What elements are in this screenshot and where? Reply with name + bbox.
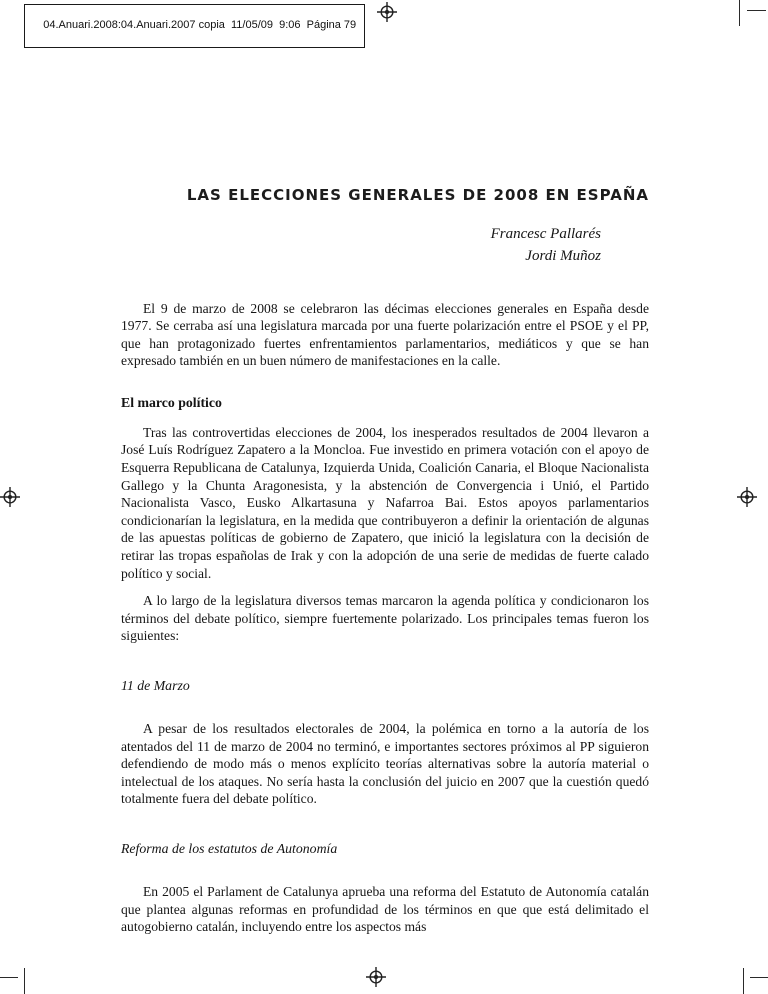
registration-mark-icon [377, 2, 397, 22]
paragraph-marco-1: Tras las controvertidas elecciones de 2004, los inesperados resultados de 2004 llevaron a José Luís Rodríguez Zapatero a la Moncloa. Fue investido en primera votación con el apoyo de Esquerra Republicana de Catalunya, Izquierda Unida, Coalición Canaria, el Bloque Nacionalista Gallego y la Chunta Aragonesista, y la abstención de Convergencia i Unió, el Partido Nacionalista Vasco, Eusko Alkartasuna y Nafarroa Bai. Estos apoyos parlamentarios condicionarían la legislatura, en la medida que contribuyeron a definir la orientación de algunas de las apuestas políticas de gobierno de Zapatero, que inició la legislatura con la decisión de retirar las tropas españolas de Irak y con la adopción de una serie de medidas de fuerte calado político y social. [121, 424, 649, 581]
article-title: LAS ELECCIONES GENERALES DE 2008 EN ESPAÑA [186, 186, 649, 204]
crop-mark [747, 10, 766, 11]
crop-mark [0, 977, 18, 978]
subheading-11-de-marzo: 11 de Marzo [121, 678, 190, 693]
registration-mark-icon [737, 487, 757, 507]
paragraph-reforma: En 2005 el Parlament de Catalunya aprueba una reforma del Estatuto de Autonomía catalán que plantea algunas reformas en profundidad de los términos en que que está delimitado el autogobierno catalán, incluyendo entre los aspectos más [121, 883, 649, 935]
crop-mark [739, 0, 740, 26]
registration-mark-icon [366, 967, 386, 987]
crop-mark [750, 977, 768, 978]
crop-mark [743, 968, 744, 994]
subheading-reforma-estatutos: Reforma de los estatutos de Autonomía [121, 840, 338, 856]
print-slug-box [24, 4, 365, 48]
author-block [121, 224, 649, 268]
author-name: Jordi Muñoz [525, 247, 601, 264]
article-column [121, 186, 649, 936]
paragraph-marco-2: A lo largo de la legislatura diversos temas marcaron la agenda política y condicionaron los términos del debate político, siempre fuertemente polarizado. Los principales temas fueron los siguientes: [121, 593, 649, 644]
author-name: Francesc Pallarés [490, 226, 601, 242]
paragraph-intro: El 9 de marzo de 2008 se celebraron las décimas elecciones generales en España desde 1977. Se cerraba así una legislatura marcada por una fuerte polarización entre el PSOE y el PP, que han protagonizado fuertes enfrentamientos parlamentarios, mediáticos y que se han expresado también en un buen número de manifestaciones en la calle. [121, 300, 649, 369]
print-slug-text: 04.Anuari.2008:04.Anuari.2007 copia 11/05/09 9:06 Página 79 [43, 19, 357, 31]
section-heading-marco-politico: El marco político [121, 394, 222, 410]
paragraph-11-de-marzo: A pesar de los resultados electorales de 2004, la polémica en torno a la autoría de los atentados del 11 de marzo de 2004 no terminó, e importantes sectores próximos al PP siguieron defendiendo de modo más o menos explícito teorías alternativas sobre la autoría material o intelectual de los ataques. No sería hasta la conclusión del juicio en 2007 que la cuestión quedó totalmente fuera del debate político. [121, 721, 649, 807]
crop-mark [24, 968, 25, 994]
registration-mark-icon [0, 487, 20, 507]
